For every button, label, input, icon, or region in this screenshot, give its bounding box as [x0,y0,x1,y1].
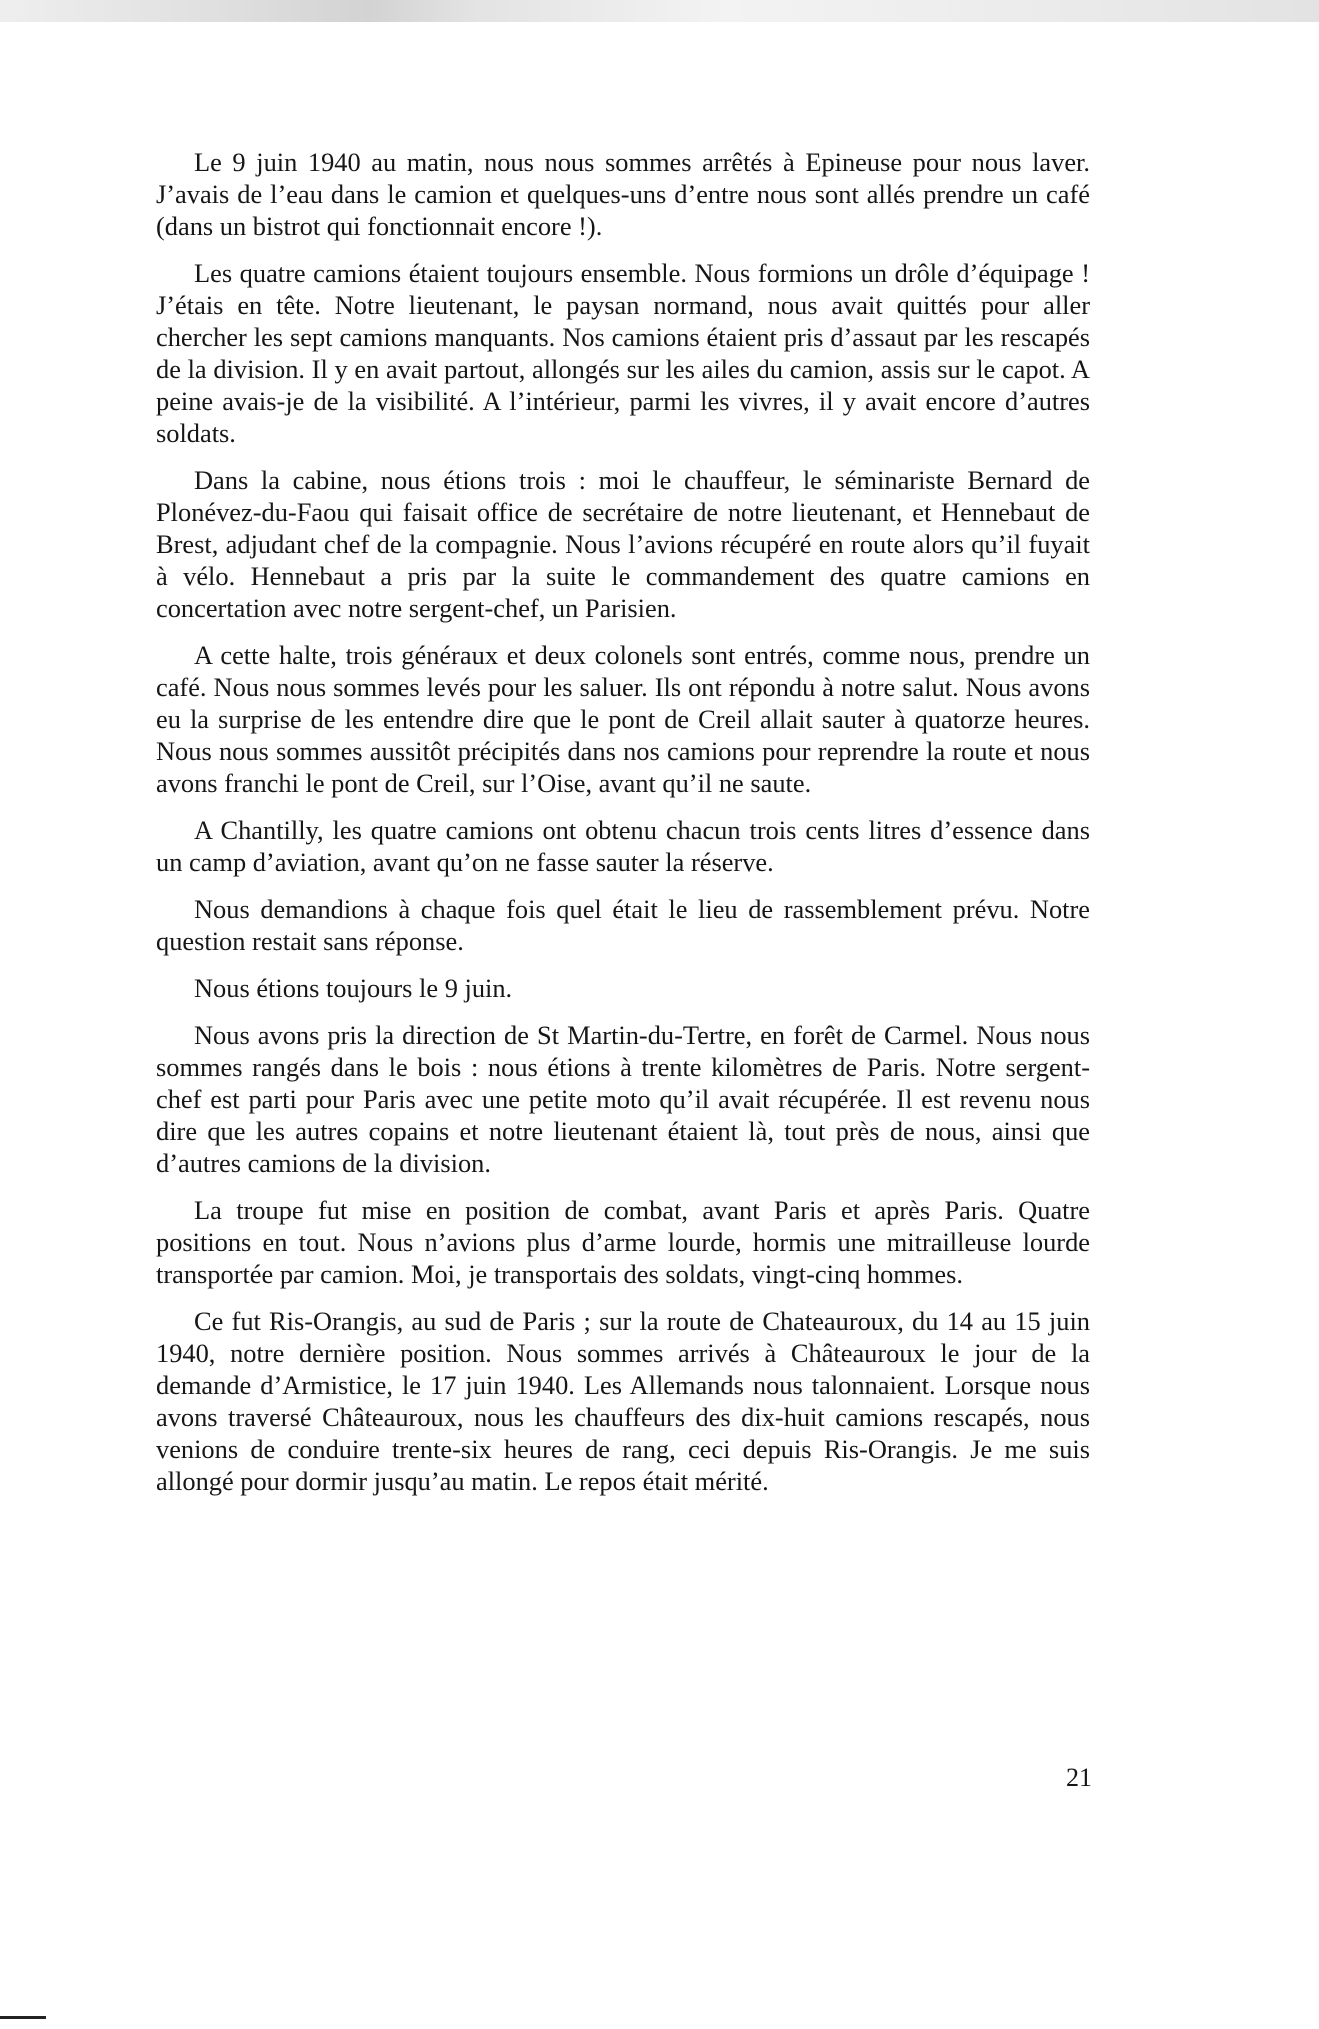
paragraph-10: Ce fut Ris-Orangis, au sud de Paris ; sur la route de Chateauroux, du 14 au 15 juin 1940, notre dernière position. Nous sommes arrivés à Châteauroux le jour de la demande d’Armistice, le 17 juin 1940. Les Allemands nous talonnaient. Lorsque nous avons traversé Châteauroux, nous les chauffeurs des dix-huit camions rescapés, nous venions de conduire trente-six heures de rang, ceci depuis Ris-Orangis. Je me suis allongé pour dormir jusqu’au matin. Le repos était mérité. [156,1306,1090,1496]
page-number: 21 [1066,1763,1092,1792]
paragraph-4: A cette halte, trois généraux et deux colonels sont entrés, comme nous, prendre un café. Nous nous sommes levés pour les saluer. Ils ont répondu à notre salut. Nous avons eu la surprise de les entendre dire que le pont de Creil allait sauter à quatorze heures. Nous nous sommes aussitôt précipités dans nos camions pour reprendre la route et nous avons franchi le pont de Creil, sur l’Oise, avant qu’il ne saute. [156,640,1090,798]
paragraph-9: La troupe fut mise en position de combat, avant Paris et après Paris. Quatre positions en tout. Nous n’avions plus d’arme lourde, hormis une mitrailleuse lourde transportée par camion. Moi, je transportais des soldats, vingt-cinq hommes. [156,1195,1090,1289]
body-text [156,146,1090,1512]
paragraph-1: Le 9 juin 1940 au matin, nous nous sommes arrêtés à Epineuse pour nous laver. J’avais de l’eau dans le camion et quelques-uns d’entre nous sont allés prendre un café (dans un bistrot qui fonctionnait encore !). [156,147,1090,241]
paragraph-7: Nous étions toujours le 9 juin. [194,973,513,1003]
paragraph-5: A Chantilly, les quatre camions ont obtenu chacun trois cents litres d’essence dans un camp d’aviation, avant qu’on ne fasse sauter la réserve. [156,815,1090,877]
paragraph-3: Dans la cabine, nous étions trois : moi le chauffeur, le séminariste Bernard de Plonévez-du-Faou qui faisait office de secrétaire de notre lieutenant, et Hennebaut de Brest, adjudant chef de la compagnie. Nous l’avions récupéré en route alors qu’il fuyait à vélo. Hennebaut a pris par la suite le commandement des quatre camions en concertation avec notre sergent-chef, un Parisien. [156,465,1090,623]
paragraph-8: Nous avons pris la direction de St Martin-du-Tertre, en forêt de Carmel. Nous nous sommes rangés dans le bois : nous étions à trente kilomètres de Paris. Notre sergent-chef est parti pour Paris avec une petite moto qu’il avait récupérée. Il est revenu nous dire que les autres copains et notre lieutenant étaient là, tout près de nous, ainsi que d’autres camions de la division. [156,1020,1090,1178]
paragraph-6: Nous demandions à chaque fois quel était le lieu de rassemblement prévu. Notre question restait sans réponse. [156,894,1090,956]
paragraph-2: Les quatre camions étaient toujours ensemble. Nous formions un drôle d’équipage ! J’étais en tête. Notre lieutenant, le paysan normand, nous avait quittés pour aller chercher les sept camions manquants. Nos camions étaient pris d’assaut par les rescapés de la division. Il y en avait partout, allongés sur les ailes du camion, assis sur le capot. A peine avais-je de la visibilité. A l’intérieur, parmi les vivres, il y avait encore d’autres soldats. [156,258,1090,448]
scan-edge-mark [0,2016,46,2019]
scan-shadow-top [0,0,1319,22]
